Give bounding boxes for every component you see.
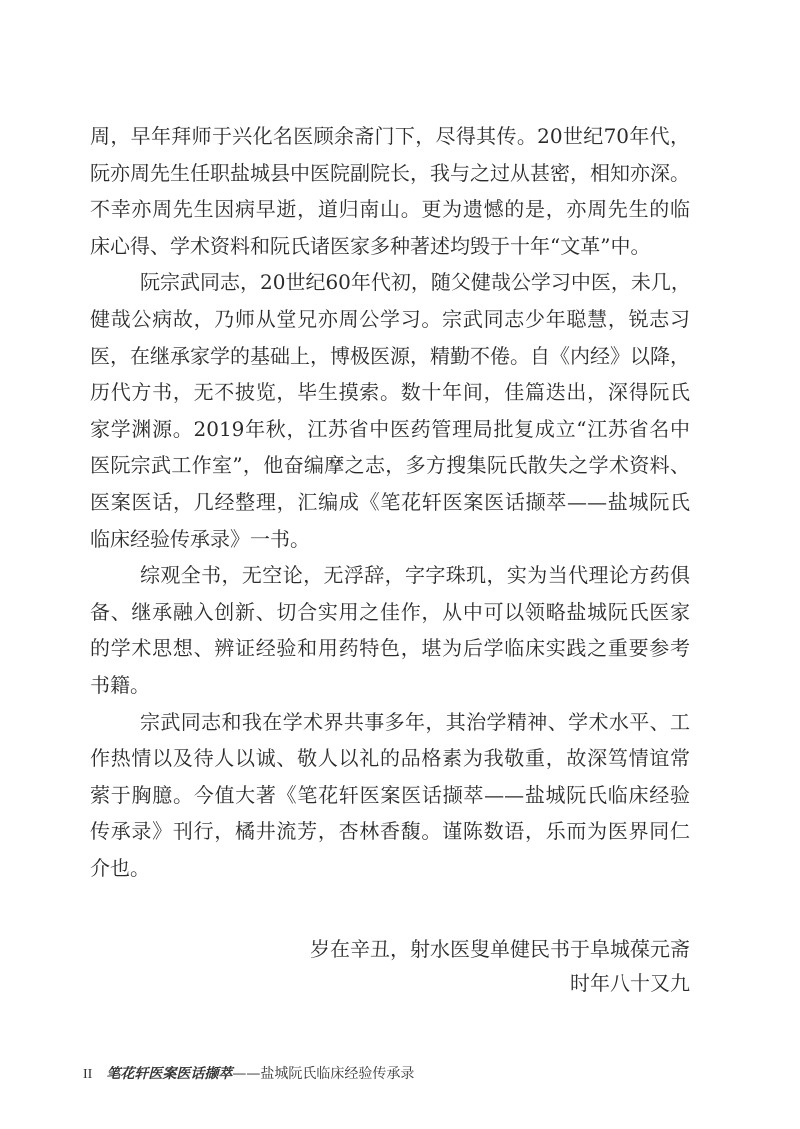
signature-line: 岁在辛丑，射水医叟单健民书于阜城葆元斋 — [310, 937, 690, 961]
text-line: 备、继承融入创新、切合实用之佳作，从中可以领略盐城阮氏医家 — [90, 599, 690, 624]
text-line: 健哉公病故，乃师从堂兄亦周公学习。宗武同志少年聪慧，锐志习 — [90, 306, 690, 331]
text-line: 医案医话，几经整理，汇编成《笔花轩医案医话撷萃——盐城阮氏 — [90, 489, 690, 514]
signature — [310, 932, 690, 1000]
text-line: 作热情以及待人以诚、敬人以礼的品格素为我敬重，故深笃情谊常 — [90, 746, 690, 771]
book-title: 笔花轩医案医话撷萃 — [106, 1066, 233, 1082]
text-line: 家学渊源。2019年秋，江苏省中医药管理局批复成立“江苏省名中 — [90, 416, 690, 441]
text-line: 医阮宗武工作室”，他奋编摩之志，多方搜集阮氏散失之学术资料、 — [90, 453, 690, 478]
signature-date: 时年八十又九 — [570, 971, 690, 995]
text-line: 周，早年拜师于兴化名医顾余斋门下，尽得其传。20世纪70年代， — [90, 124, 690, 148]
text-line: 不幸亦周先生因病早逝，道归南山。更为遗憾的是，亦周先生的临 — [90, 197, 690, 222]
text-line: 宗武同志和我在学术界共事多年，其治学精神、学术水平、工 — [140, 709, 690, 734]
page-footer — [83, 1063, 414, 1083]
text-line: 临床经验传承录》一书。 — [90, 526, 310, 551]
text-line: 床心得、学术资料和阮氏诸医家多种著述均毁于十年“文革”中。 — [90, 233, 651, 258]
body-text — [90, 118, 690, 886]
text-line: 医，在继承家学的基础上，博极医源，精勤不倦。自《内经》以降， — [90, 343, 690, 368]
book-subtitle: ——盐城阮氏临床经验传承录 — [232, 1066, 415, 1082]
text-line: 萦于胸臆。今值大著《笔花轩医案医话撷萃——盐城阮氏临床经验 — [90, 782, 690, 807]
page-number: II — [83, 1067, 93, 1082]
text-line: 阮亦周先生任职盐城县中医院副院长，我与之过从甚密，相知亦深。 — [90, 160, 690, 185]
text-line: 传承录》刊行，橘井流芳，杏林香馥。谨陈数语，乐而为医界同仁 — [90, 819, 690, 844]
text-line: 阮宗武同志，20世纪60年代初，随父健哉公学习中医，未几， — [140, 270, 691, 295]
text-line: 综观全书，无空论，无浮辞，字字珠玑，实为当代理论方药俱 — [140, 563, 690, 588]
text-line: 历代方书，无不披览，毕生摸索。数十年间，佳篇迭出，深得阮氏 — [90, 380, 690, 405]
text-line: 的学术思想、辨证经验和用药特色，堪为后学临床实践之重要参考 — [90, 636, 690, 661]
text-line: 书籍。 — [90, 672, 150, 697]
text-line: 介也。 — [90, 855, 150, 880]
